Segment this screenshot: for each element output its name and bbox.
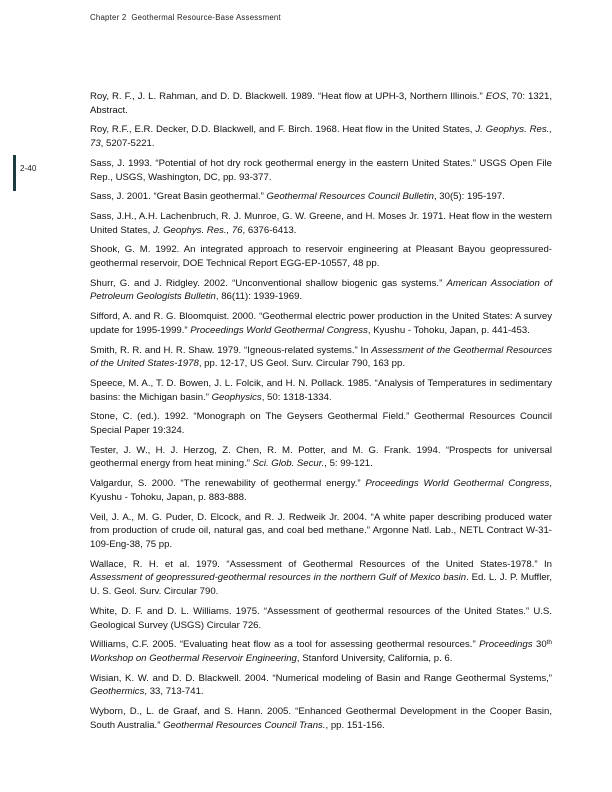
chapter-tab-bar — [13, 155, 16, 191]
reference-item: Wyborn, D., L. de Graaf, and S. Hann. 2005. “Enhanced Geothermal Development in the Cooper Basin, South Australia.” Geothermal Resources Council Trans., pp. 151-156. — [90, 706, 552, 731]
reference-item: White, D. F. and D. L. Williams. 1975. “Assessment of geothermal resources of the United States.” U.S. Geological Survey (USGS) Circular 726. — [90, 605, 552, 631]
reference-item: Veil, J. A., M. G. Puder, D. Elcock, and R. J. Redweik Jr. 2004. “A white paper describing produced water from production of crude oil, natural gas, and coal bed methane.” Argonne Natl. Lab., NETL Contract W-31-109-Eng-38, 75 pp. — [90, 511, 552, 550]
reference-item: Sifford, A. and R. G. Bloomquist. 2000. “Geothermal electric power production in the United States: A survey update for 1995-1999.” Proceedings World Geothermal Congress, Kyushu - Tohoku, Japan, p. 441-453. — [90, 311, 552, 336]
reference-item: Wallace, R. H. et al. 1979. “Assessment of Geothermal Resources of the United States-1978.” In Assessment of geopressured-geothermal resources in the northern Gulf of Mexico basin. Ed. L. J. P. Muffler, U. S. Geol. Surv. Circular 790. — [90, 558, 553, 598]
reference-item: Sass, J.H., A.H. Lachenbruch, R. J. Munroe, G. W. Greene, and H. Moses Jr. 1971. Heat flow in the western United States, J. Geophys. Res., 76, 6376-6413. — [90, 210, 552, 236]
reference-item: Shook, G. M. 1992. An integrated approach to reservoir engineering at Pleasant Bayou geopressured-geothermal reservoir, DOE Technical Report EGG-EP-10557, 48 pp. — [90, 244, 552, 270]
reference-item: Wisian, K. W. and D. D. Blackwell. 2004. “Numerical modeling of Basin and Range Geothermal Systems,” Geothermics, 33, 713-741. — [90, 672, 552, 698]
reference-item: Roy, R.F., E.R. Decker, D.D. Blackwell, and F. Birch. 1968. Heat flow in the United States, J. Geophys. Res., 73, 5207-5221. — [90, 124, 552, 150]
reference-item: Sass, J. 2001. “Great Basin geothermal.” Geothermal Resources Council Bulletin, 30(5): 195-197. — [90, 191, 505, 203]
chapter-header: Chapter 2 Geothermal Resource-Base Assessment — [90, 13, 281, 22]
reference-item: Sass, J. 1993. “Potential of hot dry rock geothermal energy in the eastern United States.” USGS Open File Rep., USGS, Washington, DC, pp. 93-377. — [90, 157, 552, 183]
reference-item: Williams, C.F. 2005. “Evaluating heat flow as a tool for assessing geothermal resources.” Proceedings 30th Workshop on Geothermal Reservoir Engineering, Stanford University, California, p. 6. — [90, 638, 552, 664]
reference-item: Valgardur, S. 2000. “The renewability of geothermal energy.” Proceedings World Geothermal Congress, Kyushu - Tohoku, Japan, p. 883-888. — [90, 478, 552, 503]
reference-item: Stone, C. (ed.). 1992. “Monograph on The Geysers Geothermal Field.” Geothermal Resources Council Special Paper 19:324. — [90, 411, 552, 437]
references-list — [90, 90, 552, 738]
reference-item: Shurr, G. and J. Ridgley. 2002. “Unconventional shallow biogenic gas systems.” American Association of Petroleum Geologists Bulletin, 86(11): 1939-1969. — [90, 277, 552, 303]
page-number: 2-40 — [20, 164, 37, 173]
reference-item: Roy, R. F., J. L. Rahman, and D. D. Blackwell. 1989. “Heat flow at UPH-3, Northern Illinois.” EOS, 70: 1321, Abstract. — [90, 91, 552, 116]
reference-item: Tester, J. W., H. J. Herzog, Z. Chen, R. M. Potter, and M. G. Frank. 1994. “Prospects for universal geothermal energy from heat mining.” Sci. Glob. Secur., 5: 99-121. — [90, 444, 552, 470]
reference-item: Speece, M. A., T. D. Bowen, J. L. Folcik, and H. N. Pollack. 1985. “Analysis of Temperatures in sedimentary basins: the Michigan basin.” Geophysics, 50: 1318-1334. — [90, 377, 552, 403]
reference-item: Smith, R. R. and H. R. Shaw. 1979. “Igneous-related systems.” In Assessment of the Geothermal Resources of the United States-1978, pp. 12-17, US Geol. Surv. Circular 790, 163 pp. — [90, 344, 552, 370]
